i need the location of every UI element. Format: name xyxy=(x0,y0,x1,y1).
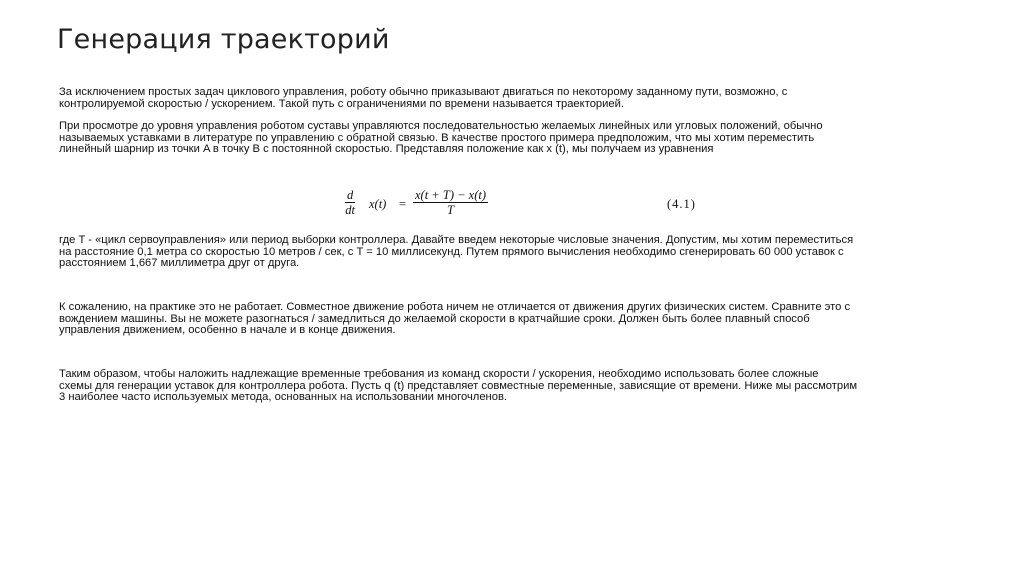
text-line: вождением машины. Вы не можете разогнаться / замедлиться до желаемой скорости в кратчайшие сроки. Должен быть более плавный способ xyxy=(59,312,810,325)
equals-sign: = xyxy=(399,197,407,211)
paragraph-intro xyxy=(59,87,979,110)
text-line: схемы для генерации уставок для контроллера робота. Пусть q (t) представляет совместные переменные, зависящие от времени. Ниже мы рассмотрим xyxy=(59,379,858,392)
derivative-denominator: dt xyxy=(345,203,355,217)
text-line: на расстояние 0,1 метра со скоростью 10 метров / сек, с T = 10 миллисекунд. Путем прямого вычисления необходимо сгенерировать 60 000 уставок с xyxy=(59,245,844,258)
text-line: 3 наиболее часто используемых метода, основанных на использовании многочленов. xyxy=(59,391,508,404)
rhs-denominator: T xyxy=(447,203,454,217)
equation-number: (4.1) xyxy=(667,197,696,211)
derivative-fraction xyxy=(345,188,355,217)
text-line: контролируемой скоростью / ускорением. Такой путь с ограничениями по времени называется траекторией. xyxy=(59,97,625,110)
paragraph-practice xyxy=(59,302,979,337)
text-line: расстоянием 1,667 миллиметра друг от друга. xyxy=(59,257,300,270)
rhs-numerator: x(t + T) − x(t) xyxy=(415,188,487,202)
derivative-numerator: d xyxy=(347,188,354,202)
text-line: линейный шарнир из точки A в точку B с постоянной скоростью. Представляя положение как x (t), мы получаем из уравнения xyxy=(59,143,714,156)
text-line: К сожалению, на практике это не работает. Совместное движение робота ничем не отличается от движения других физических систем. Сравните это с xyxy=(59,301,851,313)
text-line: где T - «цикл сервоуправления» или период выборки контроллера. Давайте введем некоторые числовые значения. Допустим, мы хотим переместиться xyxy=(59,234,854,246)
text-line: При просмотре до уровня управления роботом суставы управляются последовательностью желаемых линейных или угловых положений, обычно xyxy=(59,120,823,132)
paragraph-conclusion xyxy=(59,369,979,404)
rhs-fraction xyxy=(413,188,488,217)
paragraph-numeric-example xyxy=(59,235,979,270)
text-line: называемых уставками в литературе по управлению с обратной связью. В качестве простого примера предположим, что мы хотим переместить xyxy=(59,131,815,144)
text-line: Таким образом, чтобы наложить надлежащие временные требования из команд скорости / ускорения, необходимо использовать более сложные xyxy=(59,368,819,380)
text-line: За исключением простых задач циклового управления, роботу обычно приказывают двигаться по некоторому заданному пути, возможно, с xyxy=(59,86,788,98)
equation-4-1 xyxy=(345,188,715,224)
slide-title: Генерация траекторий xyxy=(57,24,390,55)
paragraph-setpoints xyxy=(59,121,979,156)
text-line: управления движением, особенно в начале и в конце движения. xyxy=(59,324,396,337)
equation-lhs: x(t) xyxy=(369,197,387,211)
